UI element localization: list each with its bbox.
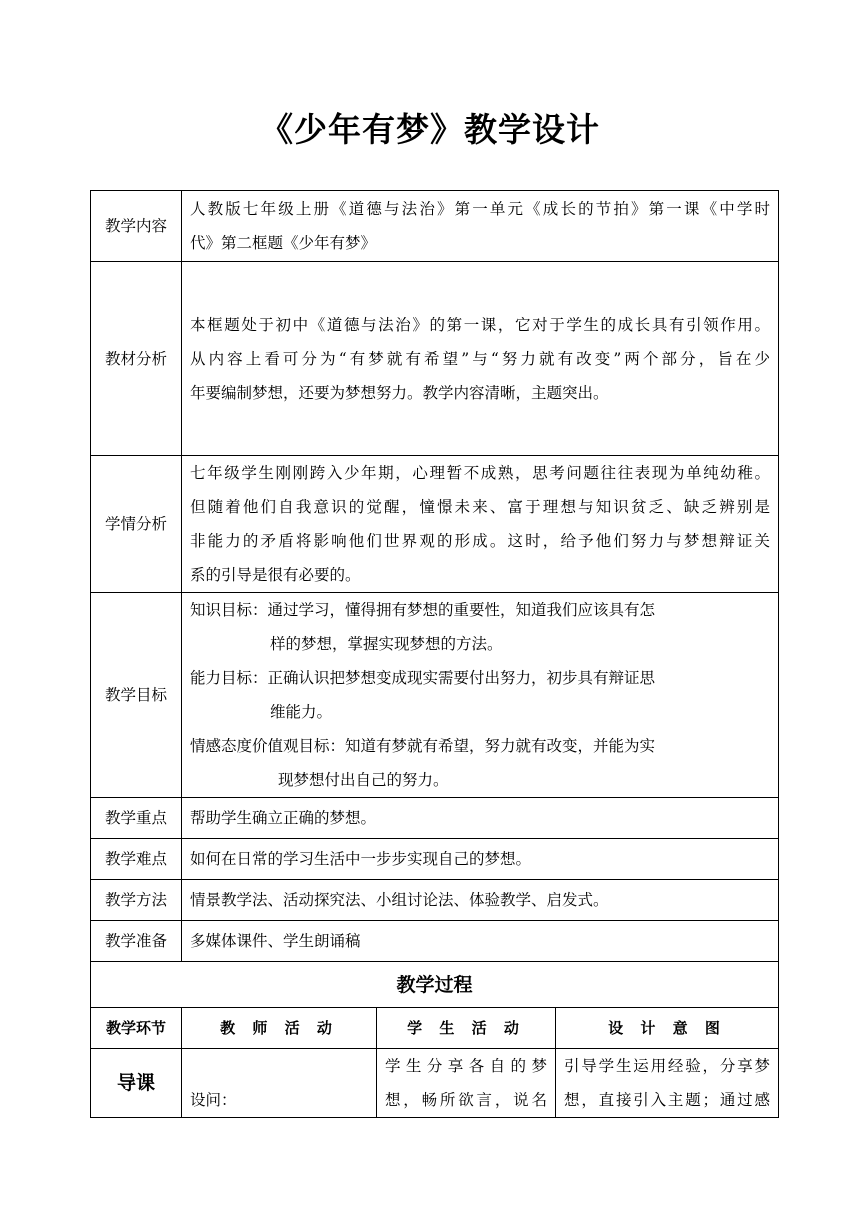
- intro-intent-line-1: 引导学生运用经验，分享梦: [564, 1057, 770, 1075]
- page-title: 《少年有梦》教学设计: [260, 110, 600, 149]
- cell-intro-intent: [556, 1049, 779, 1118]
- process-heading: 教学过程: [91, 962, 779, 1008]
- label-focus: 教学重点: [91, 798, 182, 839]
- row-prep: [91, 921, 779, 962]
- students-line-1: 七年级学生刚刚跨入少年期，心理暂不成熟，思考问题往往表现为单纯幼稚。: [190, 464, 770, 482]
- cell-focus: 帮助学生确立正确的梦想。: [182, 798, 779, 839]
- header-student: 学 生 活 动: [377, 1008, 556, 1049]
- content-line-1: 人教版七年级上册《道德与法治》第一单元《成长的节拍》第一课《中学时: [190, 200, 770, 218]
- material-line-1: 本框题处于初中《道德与法治》的第一课，它对于学生的成长具有引领作用。: [190, 315, 770, 334]
- label-prep: 教学准备: [91, 921, 182, 962]
- row-difficulty: [91, 839, 779, 880]
- cell-method: 情景教学法、活动探究法、小组讨论法、体验教学、启发式。: [182, 880, 779, 921]
- material-line-3: 年要编制梦想，还要为梦想努力。教学内容清晰，主题突出。: [190, 383, 609, 402]
- cell-content: [182, 191, 779, 262]
- row-material: [91, 262, 779, 456]
- goal-ability-2: 维能力。: [270, 703, 333, 721]
- header-teacher: 教 师 活 动: [182, 1008, 377, 1049]
- cell-material: [182, 262, 779, 456]
- row-intro: [91, 1049, 779, 1118]
- row-process-headers: [91, 1008, 779, 1049]
- row-goals: [91, 593, 779, 798]
- row-method: [91, 880, 779, 921]
- row-content: [91, 191, 779, 262]
- intro-intent-line-2: 想，直接引入主题；通过感: [564, 1091, 770, 1109]
- cell-intro-student: [377, 1049, 556, 1118]
- material-line-2: 从内容上看可分为“有梦就有希望”与“努力就有改变”两个部分，旨在少: [190, 349, 770, 368]
- row-process-heading: [91, 962, 779, 1008]
- header-stage: 教学环节: [91, 1008, 182, 1049]
- goal-knowledge-2: 样的梦想，掌握实现梦想的方法。: [270, 635, 503, 653]
- cell-intro-teacher: 设问：: [182, 1049, 377, 1118]
- row-focus: [91, 798, 779, 839]
- intro-student-line-2: 想，畅所欲言，说名: [385, 1091, 547, 1109]
- content-line-2: 代》第二框题《少年有梦》: [190, 234, 377, 252]
- label-goals: 教学目标: [91, 593, 182, 798]
- students-line-4: 系的引导是很有必要的。: [190, 566, 361, 584]
- cell-prep: 多媒体课件、学生朗诵稿: [182, 921, 779, 962]
- goal-ability-1: 能力目标：正确认识把梦想变成现实需要付出努力，初步具有辩证思: [190, 669, 656, 687]
- cell-students: [182, 456, 779, 593]
- students-line-3: 非能力的矛盾将影响他们世界观的形成。这时，给予他们努力与梦想辩证关: [190, 532, 770, 550]
- goal-knowledge-1: 知识目标：通过学习，懂得拥有梦想的重要性，知道我们应该具有怎: [190, 601, 656, 619]
- label-method: 教学方法: [91, 880, 182, 921]
- intro-student-line-1: 学生分享各自的梦: [385, 1057, 547, 1075]
- students-line-2: 但随着他们自我意识的觉醒，憧憬未来、富于理想与知识贫乏、缺乏辨别是: [190, 498, 770, 516]
- label-intro: 导课: [91, 1049, 182, 1118]
- header-intent: 设 计 意 图: [556, 1008, 779, 1049]
- label-difficulty: 教学难点: [91, 839, 182, 880]
- goal-emotion-1: 情感态度价值观目标：知道有梦就有希望，努力就有改变，并能为实: [190, 737, 656, 755]
- label-students: 学情分析: [91, 456, 182, 593]
- label-material: 教材分析: [91, 262, 182, 456]
- goal-emotion-2: 现梦想付出自己的努力。: [278, 771, 449, 789]
- lesson-plan-table: [90, 190, 779, 1118]
- row-students: [91, 456, 779, 593]
- label-content: 教学内容: [91, 191, 182, 262]
- cell-difficulty: 如何在日常的学习生活中一步步实现自己的梦想。: [182, 839, 779, 880]
- cell-goals: [182, 593, 779, 798]
